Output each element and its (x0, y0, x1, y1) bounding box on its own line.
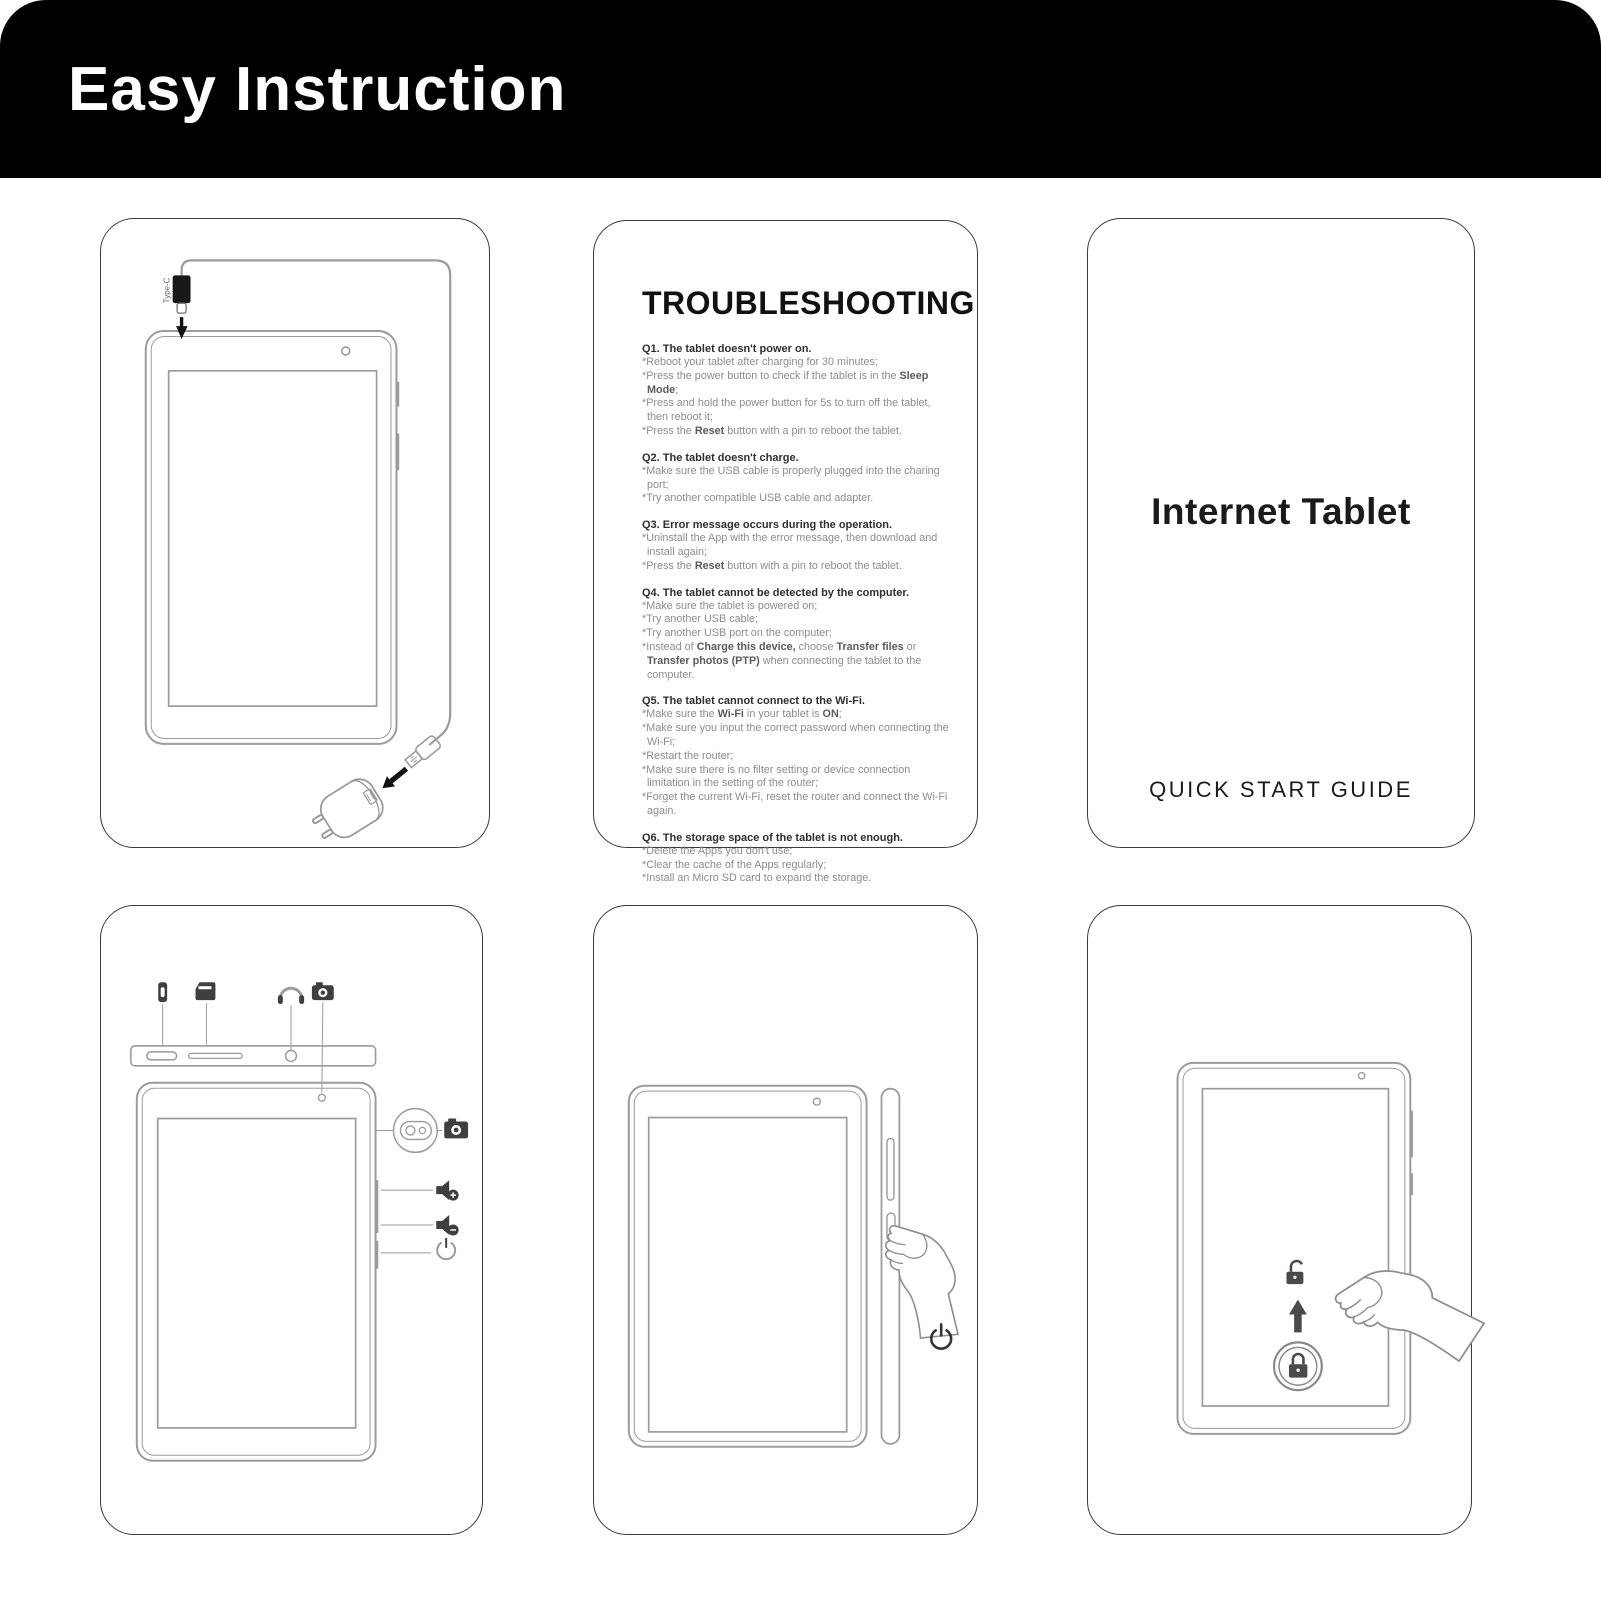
faq-answer-line: *Make sure the USB cable is properly plugged into the charing port; (642, 464, 940, 491)
panel-troubleshooting (593, 220, 978, 885)
unlock-illustration (1088, 906, 1471, 1534)
lock-circle-icon (1274, 1342, 1322, 1390)
faq-answer-line: *Make sure the Wi-Fi in your tablet is ON; (642, 708, 842, 721)
tablet-top-edge (131, 1046, 376, 1066)
front-camera-dot (318, 1094, 325, 1101)
camera-icon (444, 1119, 468, 1139)
faq-list (642, 342, 949, 886)
faq-section (642, 694, 949, 818)
faq-answer-line: *Try another USB cable; (642, 613, 759, 626)
faq-answer-line: *Install an Micro SD card to expand the storage. (642, 872, 872, 885)
unlock-open-icon (1286, 1261, 1303, 1284)
micro-sd-card-icon (196, 982, 216, 1000)
faq-answer-line: *Restart the router; (642, 749, 734, 762)
faq-answer-line: *Press the Reset button with a pin to reboot the tablet. (642, 559, 902, 572)
volume-rocker (887, 1138, 894, 1200)
tablet-screen (169, 371, 377, 706)
panel-charging (100, 218, 490, 848)
faq-answer-line: *Try another USB port on the computer; (642, 627, 832, 640)
down-arrow-icon (176, 317, 187, 339)
page-title: Easy Instruction (68, 54, 567, 124)
faq-section (642, 586, 949, 683)
cover-subtitle: QUICK START GUIDE (1149, 777, 1413, 802)
faq-answer-line: *Clear the cache of the Apps regularly; (642, 858, 827, 871)
front-camera-dot (342, 347, 350, 355)
tablet-front-outline (629, 1086, 867, 1447)
tablet-screen (158, 1119, 356, 1428)
faq-question: Q3. Error message occurs during the operation. (642, 519, 893, 532)
troubleshooting-title: TROUBLESHOOTING (642, 285, 975, 321)
faq-answer-line: *Press and hold the power button for 5s to turn off the tablet, then reboot it; (642, 397, 931, 424)
faq-answer-line: *Make sure you input the correct password when connecting the Wi-Fi; (642, 722, 949, 748)
faq-answer-line: *Delete the Apps you don't use; (642, 844, 793, 857)
headphones-icon (278, 988, 304, 1004)
power-icon (437, 1238, 455, 1259)
faq-question: Q4. The tablet cannot be detected by the computer. (642, 586, 910, 599)
faq-answer-line: *Instead of Charge this device, choose Transfer files or Transfer photos (PTP) when connecting the tablet to the computer. (642, 640, 922, 681)
faq-answer-line: *Forget the current Wi-Fi, reset the router and connect the Wi-Fi again. (642, 791, 948, 817)
faq-answer-line: *Press the power button to check if the tablet is in the Sleep Mode; (642, 369, 929, 396)
faq-answer-line: *Try another compatible USB cable and adapter. (642, 492, 874, 505)
charging-cable (182, 260, 451, 745)
wall-charger-icon (306, 774, 388, 849)
faq-question: Q1. The tablet doesn't power on. (642, 343, 812, 355)
faq-section (642, 342, 949, 439)
leader-lines (381, 1190, 434, 1253)
up-arrow-icon (1289, 1300, 1307, 1333)
panel-unlock (1087, 905, 1472, 1535)
panel-power-on (593, 905, 978, 1535)
type-c-label: Type-C (162, 277, 172, 304)
faq-answer-line: *Uninstall the App with the error message, then download and install again; (642, 532, 938, 558)
faq-answer-line: *Make sure the tablet is powered on; (642, 599, 818, 612)
faq-answer-line: *Reboot your tablet after charging for 30 minutes; (642, 356, 878, 368)
pointing-hand-icon (868, 1225, 977, 1346)
faq-question: Q2. The tablet doesn't charge. (642, 451, 799, 464)
cover-title: Internet Tablet (1151, 491, 1411, 532)
faq-answer-line: *Make sure there is no filter setting or device connection limitation in the setting of the router; (642, 763, 911, 790)
usb-port (147, 1052, 177, 1060)
pointing-hand-icon (1333, 1234, 1493, 1398)
type-c-connector-icon (163, 275, 191, 313)
front-camera-magnifier (376, 1109, 469, 1153)
front-camera-dot (813, 1098, 820, 1105)
ports-illustration (101, 906, 482, 1534)
faq-question: Q5. The tablet cannot connect to the Wi-Fi. (642, 695, 865, 708)
volume-up-icon (436, 1180, 458, 1200)
faq-question: Q6. The storage space of the tablet is not enough. (642, 831, 903, 844)
left-arrow-icon (378, 764, 410, 793)
faq-section (642, 518, 949, 573)
panel-cover (1087, 218, 1475, 848)
header-bar (0, 0, 1601, 178)
faq-section (642, 451, 949, 506)
tablet-screen (1202, 1089, 1388, 1406)
usb-plug-icon (404, 735, 442, 770)
tablet-front-outline (1178, 1063, 1412, 1434)
power-on-illustration (594, 906, 977, 1534)
tablet-front-outline (137, 1083, 377, 1461)
panel-ports (100, 905, 483, 1535)
leader-lines (163, 1002, 323, 1093)
headphone-jack (286, 1050, 297, 1061)
front-camera-dot (1358, 1073, 1364, 1079)
faq-answer-line: *Press the Reset button with a pin to reboot the tablet. (642, 424, 902, 437)
tablet-screen (649, 1118, 847, 1432)
sd-slot (189, 1053, 243, 1058)
faq-section (642, 831, 949, 886)
usb-c-port-icon (158, 982, 167, 1002)
camera-icon (312, 982, 334, 1000)
volume-down-icon (436, 1215, 458, 1235)
tablet-front-outline (146, 331, 398, 744)
charging-illustration (101, 219, 489, 847)
